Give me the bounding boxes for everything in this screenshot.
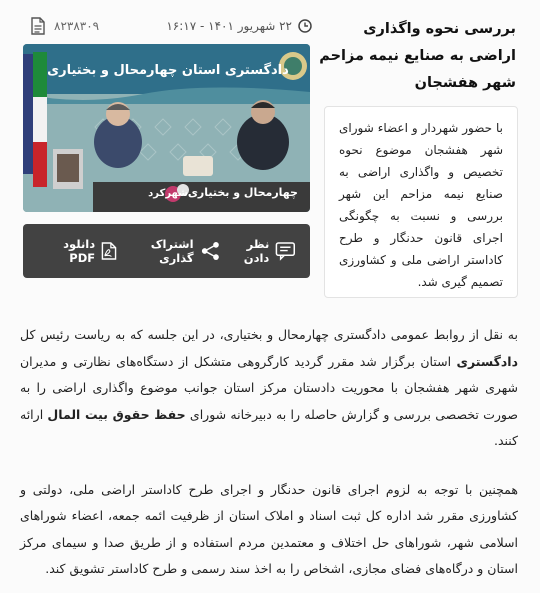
article-meta xyxy=(22,16,312,36)
pdf-icon xyxy=(101,241,117,261)
download-pdf-button[interactable] xyxy=(37,237,117,265)
article-title: بررسی نحوه واگذاری اراضی به صنایع نیمه مزاحم شهر هفشجان xyxy=(319,21,516,91)
share-icon xyxy=(200,240,221,262)
article-paragraph-2: همچنین با توجه به لزوم اجرای قانون حدنگار و اجرای طرح کاداستر اراضی ملی، دولتی و کشاورزی مقرر شد اداره کل ثبت اسناد و املاک استان از ظرفیت ائمه جمعه، اعضاء شوراهای اسلامی شهر، شوراهای حل اختلاف و معتمدین مردم استفاده و از طریق صدا و سیمای مرکز استان و درگاه‌های فضای مجازی، اشخاص را به اخذ سند رسمی و طرح کاداستر تشویق کند. xyxy=(20,481,518,576)
article-body xyxy=(20,322,518,593)
article-header xyxy=(0,14,540,314)
paragraph-1-text-c: ارائه کنند. xyxy=(20,406,518,448)
comment-label: نظر دادن xyxy=(243,237,270,265)
article-photo[interactable] xyxy=(23,44,310,212)
paragraph-1-text-a: به نقل از روابط عمومی دادگستری چهارمحال و بختیاری، در این جلسه که به ریاست رئیس کل xyxy=(20,327,518,342)
comment-icon xyxy=(275,241,296,261)
share-button[interactable] xyxy=(117,237,220,265)
download-pdf-label: دانلود PDF xyxy=(63,237,96,265)
clock-icon xyxy=(298,19,312,33)
document-icon xyxy=(30,17,46,35)
photo-banner-text: دادگستری استان چهارمحال و بختیاری xyxy=(47,63,289,78)
article-summary: با حضور شهردار و اعضاء شورای شهر هفشجان موضوع نحوه تخصیص و واگذاری اراضی به صنایع نیمه مزاحم این شهر بررسی و نسبت به چگونگی اجرای قانون حدنگار و طرح کاداستر اراضی ملی و کشاورزی تصمیم گیری شد. xyxy=(324,106,518,298)
publish-date xyxy=(166,19,312,33)
news-id: ۸۲۳۸۳۰۹ xyxy=(54,19,100,33)
publish-date-text: ۲۲ شهریور ۱۴۰۱ - ۱۶:۱۷ xyxy=(166,19,292,33)
comment-button[interactable] xyxy=(220,237,296,265)
photo-caption-main: چهارمحال و بختیاری xyxy=(187,186,298,199)
article-action-bar xyxy=(23,224,310,278)
share-label: اشتراک گذاری xyxy=(150,237,194,265)
photo-caption-sub: شهرکرد xyxy=(148,188,188,199)
paragraph-1-link-judiciary[interactable]: دادگستری xyxy=(456,353,518,369)
paragraph-1-text-b: استان برگزار شد مقرر گردید کارگروهی متشکل از دستگاه‌های نظارتی و مدیران شهری شهر هفشجان با محوریت دادستان مرکز استان جوانب موضوع واگذاری اراضی را به صورت تخصصی بررسی و گزارش حاصله را به دبیرخانه شورای xyxy=(20,353,518,422)
article-paragraph-1 xyxy=(20,322,518,455)
meeting-photo-image xyxy=(23,44,310,212)
paragraph-1-link-treasury[interactable]: حفظ حقوق بیت المال xyxy=(47,406,186,422)
